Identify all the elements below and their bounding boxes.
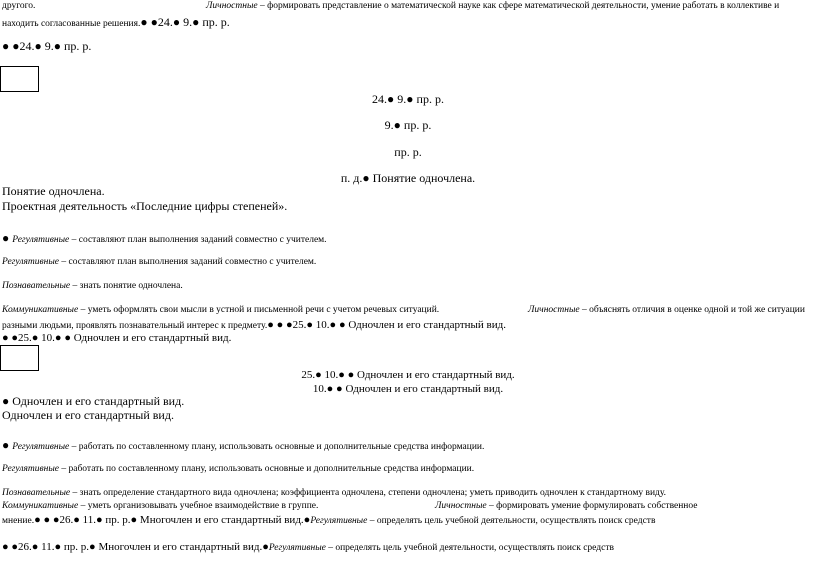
communicative-line-1 [2, 305, 439, 316]
text-line-r5-main: разными людьми, проявлять познавательный интерес к предмету. [2, 321, 268, 331]
regulative-label: Регулятивные [268, 543, 326, 553]
personal-text: – объяснять отличия в оценке одной и той же ситуации [579, 305, 805, 315]
regulative-line-2 [2, 257, 316, 268]
personal-text: – формировать умение формулировать собственное [486, 501, 698, 511]
personal-line-2 [528, 305, 805, 316]
regulative-text: – работать по составленному плану, использовать основные и дополнительные средства информации. [59, 464, 475, 474]
communicative-text: – уметь организовывать учебное взаимодействие в группе. [78, 501, 319, 511]
communicative-text: – уметь оформлять свои мысли в устной и письменной речи с учетом речевых ситуаций. [78, 305, 440, 315]
regulative-label: Регулятивные [12, 442, 70, 452]
personal-label: Личностные [528, 305, 580, 315]
bullet-line-1: ● ●24.● 9.● пр. р. [2, 39, 92, 53]
text-line-q6-a: ● ●26.● 11.● пр. р.● Многочлен и его стандартный вид.● [2, 541, 269, 553]
regulative-text: – определять цель учебной деятельности, осуществлять поиск средств [367, 516, 656, 526]
center-line-2: 9.● пр. р. [384, 118, 432, 132]
topic-heading-3: ● Одночлен и его стандартный вид. [2, 394, 185, 408]
text-line-1a: другого. [2, 1, 36, 11]
text-line-2 [2, 16, 230, 30]
topic-heading-4: Одночлен и его стандартный вид. [2, 408, 174, 422]
regulative-label: Регулятивные [310, 516, 368, 526]
cognitive-label: Познавательные [2, 488, 71, 498]
regulative-text: – составляют план выполнения заданий совместно с учителем. [69, 235, 327, 245]
bullet: ● [2, 231, 13, 245]
personal-label: Личностные [435, 501, 487, 511]
text-line-2-main: находить согласованные решения. [2, 19, 141, 29]
text-line-1b [206, 1, 779, 12]
cognitive-text: – знать определение стандартного вида одночлена; коэффициента одночлена, степени одночлена; уметь приводить одночлен к стандартному виду. [70, 488, 667, 498]
text-line-q5-b: ● ● ●26.● 11.● пр. р.● Многочлен и его стандартный вид.● [34, 514, 311, 526]
regulative-label: Регулятивные [2, 257, 59, 267]
center-line-3: пр. р. [394, 145, 422, 159]
topic-heading-1: Понятие одночлена. [2, 184, 105, 198]
communicative-label: Коммуникативные [2, 501, 79, 511]
regulative-line-4 [2, 464, 474, 475]
text-line-q5 [2, 514, 655, 527]
cognitive-text: – знать понятие одночлена. [70, 281, 183, 291]
personal-label: Личностные [206, 1, 258, 11]
cognitive-label: Познавательные [2, 281, 71, 291]
personal-line-3 [435, 501, 697, 512]
empty-box-1 [0, 66, 39, 92]
communicative-line-2 [2, 501, 318, 512]
regulative-text: – работать по составленному плану, использовать основные и дополнительные средства информации. [69, 442, 485, 452]
text-line-r5-tail: ● ● ●25.● 10.● ● Одночлен и его стандартный вид. [267, 319, 506, 331]
regulative-text: – составляют план выполнения заданий совместно с учителем. [59, 257, 317, 267]
regulative-line-1 [2, 232, 327, 246]
communicative-label: Коммуникативные [2, 305, 79, 315]
regulative-label: Регулятивные [2, 464, 59, 474]
cognitive-line-2 [2, 488, 666, 499]
center-line-5: 25.● 10.● ● Одночлен и его стандартный вид. [301, 369, 515, 381]
regulative-label: Регулятивные [12, 235, 70, 245]
regulative-text: – определять цель учебной деятельности, осуществлять поиск средств [325, 543, 614, 553]
center-line-1: 24.● 9.● пр. р. [372, 92, 444, 106]
empty-box-2 [0, 345, 39, 371]
text-line-r5 [2, 319, 506, 332]
regulative-line-3 [2, 439, 484, 453]
cognitive-line-1 [2, 281, 183, 292]
text-line-q5-a: мнение. [2, 516, 35, 526]
personal-text: – формировать представление о математической науке как сфере математической деятельности, умение работать в коллективе и [257, 1, 780, 11]
bullet-line-2: ● ●25.● 10.● ● Одночлен и его стандартный вид. [2, 332, 232, 344]
center-line-4: п. д.● Понятие одночлена. [340, 171, 476, 185]
topic-heading-2: Проектная деятельность «Последние цифры степеней». [2, 199, 288, 213]
text-line-q6 [2, 541, 614, 554]
bullet: ● [2, 438, 13, 452]
center-line-6: 10.● ● Одночлен и его стандартный вид. [312, 383, 504, 395]
text-line-2-tail: ● ●24.● 9.● пр. р. [140, 15, 230, 29]
